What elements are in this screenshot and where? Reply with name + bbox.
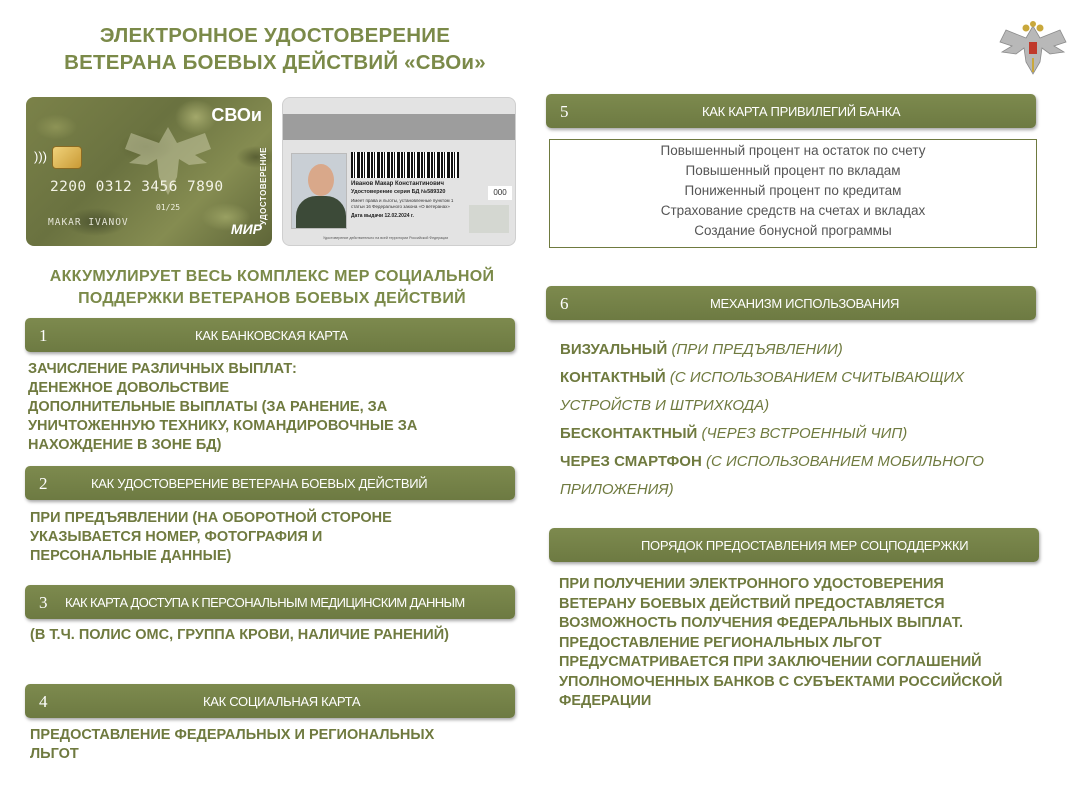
section-4-line: ЛЬГОТ <box>30 746 79 762</box>
procedure-line: ПРЕДУСМАТРИВАЕТСЯ ПРИ ЗАКЛЮЧЕНИИ СОГЛАШЕНИЙ <box>559 654 982 670</box>
section-2-header <box>25 466 515 500</box>
privilege-item: Повышенный процент на остаток по счету <box>660 143 926 158</box>
card-back-cvv: 000 <box>488 186 512 200</box>
contactless-icon: ))) <box>34 149 47 164</box>
hologram <box>469 205 509 233</box>
procedure-line: ПРЕДОСТАВЛЕНИЕ РЕГИОНАЛЬНЫХ ЛЬГОТ <box>559 634 882 651</box>
accumulates-line-2: ПОДДЕРЖКИ ВЕТЕРАНОВ БОЕВЫХ ДЕЙСТВИЙ <box>78 290 466 307</box>
section-3-line: (В Т.Ч. ПОЛИС ОМС, ГРУППА КРОВИ, НАЛИЧИЕ РАНЕНИЙ) <box>30 627 449 643</box>
procedure-line: ПРИ ПОЛУЧЕНИИ ЭЛЕКТРОННОГО УДОСТОВЕРЕНИЯ <box>559 576 944 592</box>
mechanism-item: КОНТАКТНЫЙ (С ИСПОЛЬЗОВАНИЕМ СЧИТЫВАЮЩИХ <box>560 369 965 386</box>
barcode <box>351 152 459 178</box>
section-2-line: УКАЗЫВАЕТСЯ НОМЕР, ФОТОГРАФИЯ И <box>30 529 323 545</box>
section-2-line: ПЕРСОНАЛЬНЫЕ ДАННЫЕ) <box>30 548 232 564</box>
section-1-line: ДЕНЕЖНОЕ ДОВОЛЬСТВИЕ <box>28 380 230 396</box>
accumulates-heading <box>22 266 522 310</box>
card-back-law: Имеет права и льготы, установленные пунктом 1 статьи 16 Федерального закона «О ветеранах» <box>351 198 454 209</box>
procedure-label: ПОРЯДОК ПРЕДОСТАВЛЕНИЯ МЕР СОЦПОДДЕРЖКИ <box>641 538 969 553</box>
section-1-text <box>28 360 417 455</box>
accumulates-line-1: АККУМУЛИРУЕТ ВЕСЬ КОМПЛЕКС МЕР СОЦИАЛЬНОЙ <box>49 268 495 285</box>
mechanism-item: УСТРОЙСТВ И ШТРИХКОДА) <box>560 397 770 414</box>
title-line-2: ВЕТЕРАНА БОЕВЫХ ДЕЙСТВИЙ «СВОи» <box>64 51 486 74</box>
section-3-number: 3 <box>39 593 48 612</box>
procedure-text <box>559 575 1002 712</box>
privilege-item: Пониженный процент по кредитам <box>684 183 902 198</box>
section-5-label: КАК КАРТА ПРИВИЛЕГИЙ БАНКА <box>702 104 901 119</box>
section-1-line: ДОПОЛНИТЕЛЬНЫЕ ВЫПЛАТЫ (ЗА РАНЕНИЕ, ЗА <box>28 399 388 415</box>
mechanism-list <box>560 336 1040 504</box>
section-1-number: 1 <box>39 326 48 345</box>
section-2-number: 2 <box>39 474 48 493</box>
section-2-line: ПРИ ПРЕДЪЯВЛЕНИИ (НА ОБОРОТНОЙ СТОРОНЕ <box>30 510 392 526</box>
section-2-text <box>30 509 392 566</box>
procedure-line: ФЕДЕРАЦИИ <box>559 693 652 709</box>
card-expiry: 01/25 <box>156 203 181 212</box>
privilege-item: Создание бонусной программы <box>694 223 892 238</box>
section-3-header <box>25 585 515 619</box>
holder-photo <box>291 153 347 229</box>
section-4-label: КАК СОЦИАЛЬНАЯ КАРТА <box>203 694 361 709</box>
bank-privileges-box <box>549 139 1037 248</box>
section-1-header <box>25 318 515 352</box>
section-4-number: 4 <box>39 692 48 711</box>
chip-icon <box>52 146 82 169</box>
procedure-line: ВЕТЕРАНУ БОЕВЫХ ДЕЙСТВИЙ ПРЕДОСТАВЛЯЕТСЯ <box>559 595 945 612</box>
page-title <box>20 22 530 76</box>
procedure-line: УПОЛНОМОЧЕННЫХ БАНКОВ С СУБЪЕКТАМИ РОССИЙСКОЙ <box>559 673 1003 690</box>
title-line-1: ЭЛЕКТРОННОЕ УДОСТОВЕРЕНИЕ <box>99 24 451 47</box>
mechanism-item: ВИЗУАЛЬНЫЙ (ПРИ ПРЕДЪЯВЛЕНИИ) <box>560 341 843 358</box>
section-2-label: КАК УДОСТОВЕРЕНИЕ ВЕТЕРАНА БОЕВЫХ ДЕЙСТВИЙ <box>91 476 428 491</box>
section-1-line: ЗАЧИСЛЕНИЕ РАЗЛИЧНЫХ ВЫПЛАТ: <box>28 361 297 377</box>
section-5-number: 5 <box>560 102 569 121</box>
privilege-item: Страхование средств на счетах и вкладах <box>660 203 926 218</box>
procedure-header <box>549 528 1039 562</box>
procedure-line: ВОЗМОЖНОСТЬ ПОЛУЧЕНИЯ ФЕДЕРАЛЬНЫХ ВЫПЛАТ. <box>559 615 963 631</box>
card-holder-name: MAKAR IVANOV <box>48 217 129 228</box>
mir-logo: МИР <box>230 221 262 237</box>
section-3-label: КАК КАРТА ДОСТУПА К ПЕРСОНАЛЬНЫМ МЕДИЦИНСКИМ ДАННЫМ <box>65 595 465 610</box>
section-4-header <box>25 684 515 718</box>
card-back-date: Дата выдачи 12.02.2024 г. <box>351 213 414 219</box>
mechanism-item: ПРИЛОЖЕНИЯ) <box>560 481 674 498</box>
bank-card-back-image <box>282 97 516 246</box>
section-6-number: 6 <box>560 294 569 313</box>
section-4-line: ПРЕДОСТАВЛЕНИЕ ФЕДЕРАЛЬНЫХ И РЕГИОНАЛЬНЫХ <box>30 727 435 743</box>
double-headed-eagle-emblem-icon <box>996 18 1070 80</box>
card-side-text: УДОСТОВЕРЕНИЕ <box>259 147 268 226</box>
card-back-id: Удостоверение серия БД №589320 <box>351 189 446 195</box>
section-6-label: МЕХАНИЗМ ИСПОЛЬЗОВАНИЯ <box>710 296 900 311</box>
section-5-header <box>546 94 1036 128</box>
bank-card-front-image <box>26 97 272 246</box>
mechanism-item: ЧЕРЕЗ СМАРТФОН (С ИСПОЛЬЗОВАНИЕМ МОБИЛЬНОГО <box>560 453 984 470</box>
card-back-footer: Удостоверение действительно на всей территории Российской Федерации <box>323 236 449 240</box>
section-6-header <box>546 286 1036 320</box>
mechanism-item: БЕСКОНТАКТНЫЙ (ЧЕРЕЗ ВСТРОЕННЫЙ ЧИП) <box>560 425 908 442</box>
privilege-item: Повышенный процент по вкладам <box>685 163 901 178</box>
section-3-text <box>30 626 449 645</box>
card-number: 2200 0312 3456 7890 <box>50 179 224 195</box>
section-4-text <box>30 726 434 764</box>
section-1-line: НАХОЖДЕНИЕ В ЗОНЕ БД) <box>28 437 222 453</box>
section-1-line: УНИЧТОЖЕННУЮ ТЕХНИКУ, КОМАНДИРОВОЧНЫЕ ЗА <box>28 418 418 434</box>
magnetic-stripe <box>283 114 515 140</box>
card-back-name: Иванов Макар Константинович <box>351 181 444 187</box>
card-brand-logo: СВОи <box>211 105 262 125</box>
section-1-label: КАК БАНКОВСКАЯ КАРТА <box>195 328 348 343</box>
